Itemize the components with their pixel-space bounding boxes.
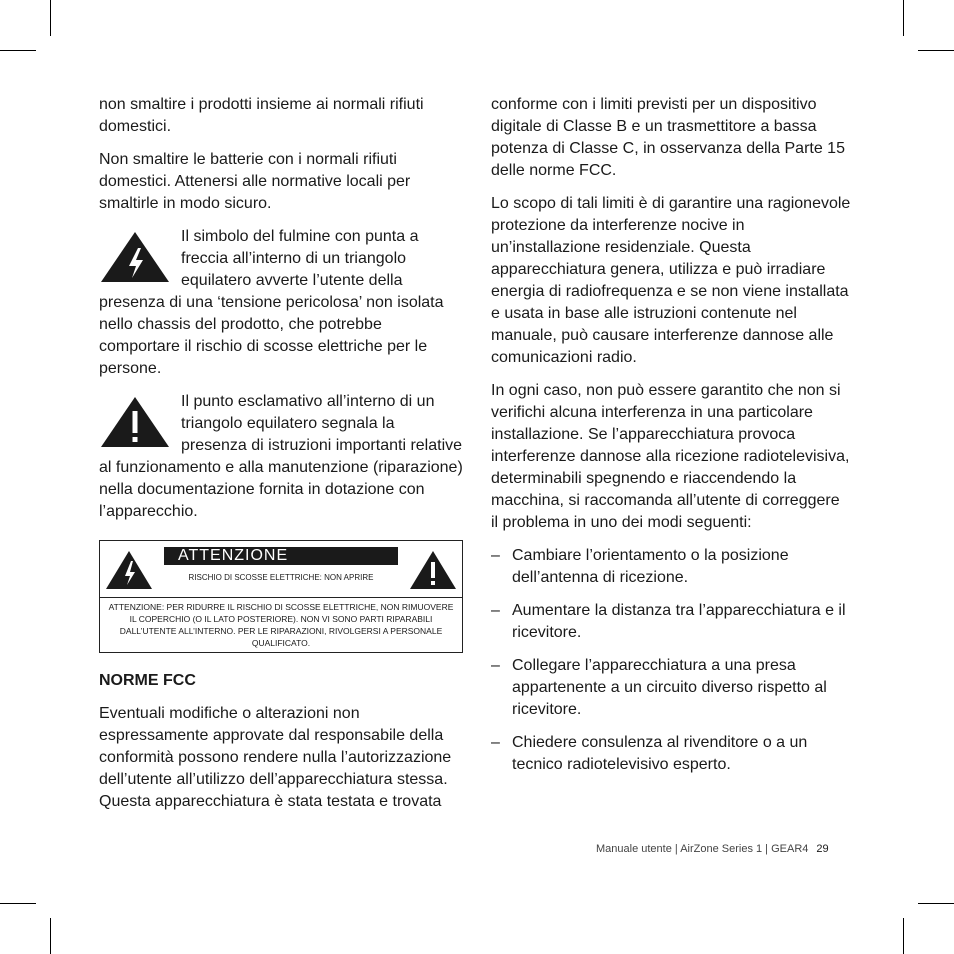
- exclamation-triangle-icon: [99, 395, 171, 449]
- crop-mark: [0, 50, 36, 51]
- crop-mark: [903, 918, 904, 954]
- exclamation-warning-text: Il punto esclamativo all’interno di un triangolo equilatero segnala la presenza di istruzioni importanti relative al funzionamento e alla manutenzione (riparazione) nella documentazione fornita in dotazione con l’apparecchio.: [99, 393, 463, 520]
- dash-bullet: –: [491, 734, 500, 751]
- list-item-text: Cambiare l’orientamento o la posizione dell’antenna di ricezione.: [512, 547, 789, 586]
- paragraph: conforme con i limiti previsti per un dispositivo digitale di Classe B e un trasmettitore a bassa potenza di Classe C, in osservanza della Parte 15 delle norme FCC.: [491, 96, 845, 179]
- paragraph: In ogni caso, non può essere garantito che non si verifichi alcuna interferenza in una particolare installazione. Se l’apparecchiatura provoca interferenze dannose alla ricezione radiotelevisiva, determinabili spegnendo e riaccendendo la macchina, si raccomanda all’utente di correggere il problema in uno dei modi seguenti:: [491, 382, 850, 531]
- crop-mark: [50, 918, 51, 954]
- caution-label: [99, 540, 463, 653]
- crop-mark: [903, 0, 904, 36]
- crop-mark: [50, 0, 51, 36]
- paragraph: Lo scopo di tali limiti è di garantire una ragionevole protezione da interferenze nocive in un’installazione residenziale. Questa apparecchiatura genera, utilizza e può irradiare energia di radiofrequenza e se non viene installata e usata in base alle istruzioni contenute nel manuale, può causare interferenze dannose alle comunicazioni radio.: [491, 195, 851, 366]
- footer-text: Manuale utente | AirZone Series 1 | GEAR4: [596, 843, 809, 855]
- exclamation-warning: [99, 391, 464, 523]
- lightning-triangle-icon: [104, 549, 154, 591]
- left-column: [99, 94, 464, 824]
- dash-bullet: –: [491, 602, 500, 619]
- list-item-text: Aumentare la distanza tra l’apparecchiatura e il ricevitore.: [512, 602, 846, 641]
- paragraph: non smaltire i prodotti insieme ai normali rifiuti domestici.: [99, 96, 424, 135]
- paragraph: Non smaltire le batterie con i normali rifiuti domestici. Attenersi alle normative locali per smaltirle in modo sicuro.: [99, 151, 411, 212]
- list-item: [491, 600, 851, 644]
- right-column: [491, 94, 851, 787]
- list-item: [491, 732, 851, 776]
- caution-title: ATTENZIONE: [164, 547, 398, 565]
- list-item-text: Chiedere consulenza al rivenditore o a un tecnico radiotelevisivo esperto.: [512, 734, 808, 773]
- dash-bullet: –: [491, 547, 500, 564]
- caution-subtitle: RISCHIO DI SCOSSE ELETTRICHE: NON APRIRE: [188, 573, 374, 582]
- exclamation-triangle-icon: [408, 549, 458, 591]
- page-footer: [596, 842, 856, 856]
- paragraph: Eventuali modifiche o alterazioni non espressamente approvate dal responsabile della conformità possono rendere nulla l’autorizzazione dell’utente all’utilizzo dell’apparecchiatura stessa. Questa apparecchiatura è stata testata e trovata: [99, 705, 452, 810]
- crop-mark: [0, 903, 36, 904]
- list-item: [491, 545, 851, 589]
- crop-mark: [918, 903, 954, 904]
- caution-header: [100, 541, 462, 598]
- section-heading: NORME FCC: [99, 672, 196, 689]
- caution-body: ATTENZIONE: PER RIDURRE IL RISCHIO DI SCOSSE ELETTRICHE, NON RIMUOVERE IL COPERCHIO (O IL LATO POSTERIORE). NON VI SONO PARTI RIPARABILI DALL’UTENTE ALL’INTERNO. PER LE RIPARAZIONI, RIVOLGERSI A PERSONALE QUALIFICATO.: [108, 602, 454, 648]
- crop-mark: [918, 50, 954, 51]
- list-item: [491, 655, 851, 721]
- page-number: 29: [816, 843, 829, 855]
- list-item-text: Collegare l’apparecchiatura a una presa appartenente a un circuito diverso rispetto al ricevitore.: [512, 657, 827, 718]
- lightning-warning-text: Il simbolo del fulmine con punta a freccia all’interno di un triangolo equilatero avverte l’utente della presenza di una ‘tensione pericolosa’ non isolata nello chassis del prodotto, che potrebbe comportare il rischio di scosse elettriche per le persone.: [99, 228, 444, 377]
- lightning-triangle-icon: [99, 230, 171, 284]
- dash-bullet: –: [491, 657, 500, 674]
- lightning-warning: [99, 226, 464, 380]
